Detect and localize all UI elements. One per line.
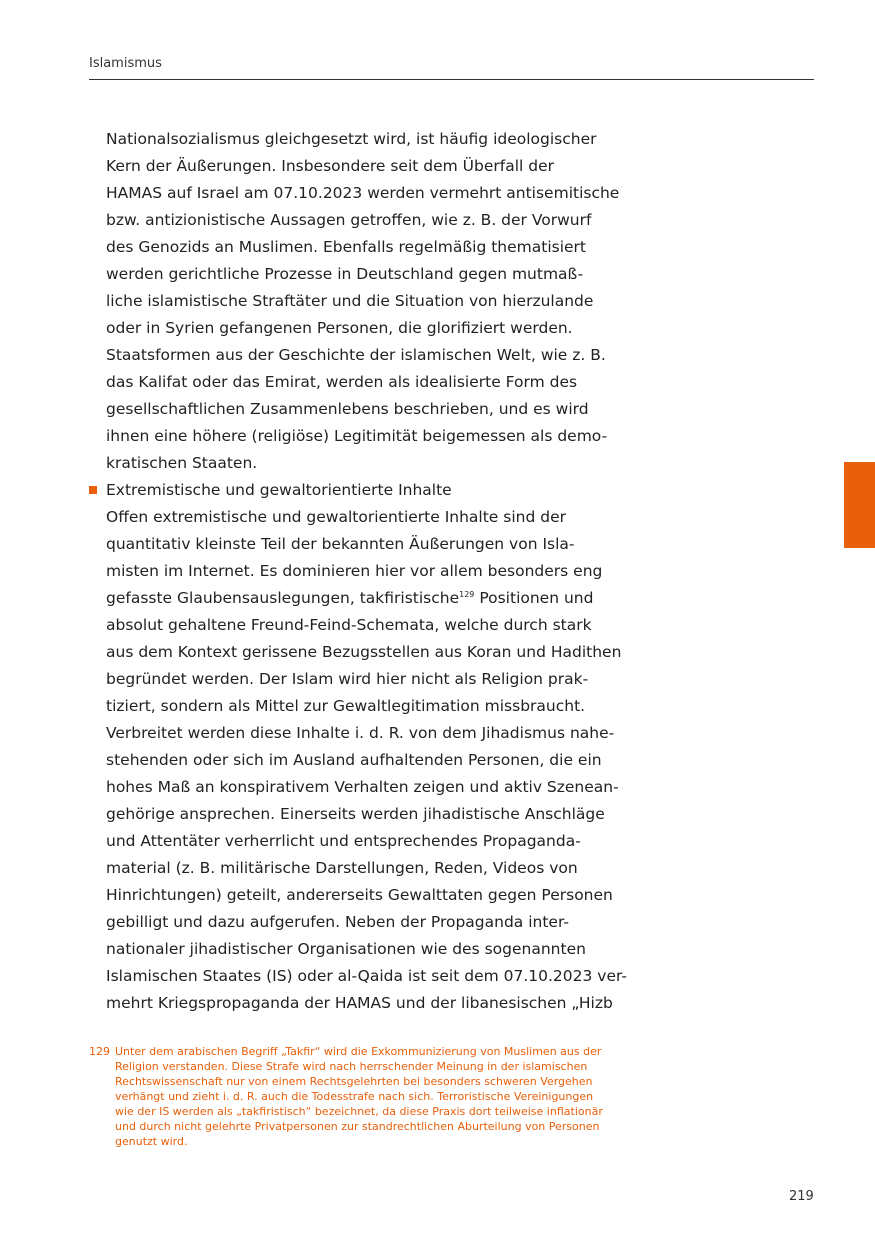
running-header: Islamismus bbox=[89, 56, 162, 71]
footnote-line: wie der IS werden als „takfiristisch“ bezeichnet, da diese Praxis dort teilweise inflationär bbox=[115, 1105, 603, 1118]
body-line: Staatsformen aus der Geschichte der islamischen Welt, wie z. B. bbox=[106, 346, 606, 364]
footnote-line: Religion verstanden. Diese Strafe wird nach herrschender Meinung in der islamischen bbox=[115, 1060, 588, 1073]
body-line: begründet werden. Der Islam wird hier nicht als Religion prak- bbox=[106, 670, 589, 688]
footnote-line: und durch nicht gelehrte Privatpersonen zur standrechtlichen Aburteilung von Personen bbox=[115, 1120, 600, 1133]
body-line: Hinrichtungen) geteilt, andererseits Gewalttaten gegen Personen bbox=[106, 886, 613, 904]
body-line: HAMAS auf Israel am 07.10.2023 werden vermehrt antisemitische bbox=[106, 184, 620, 202]
body-line: aus dem Kontext gerissene Bezugsstellen aus Koran und Hadithen bbox=[106, 643, 622, 661]
chapter-tab-marker bbox=[844, 462, 875, 548]
header-divider bbox=[89, 79, 814, 80]
bullet-square-icon bbox=[89, 486, 97, 494]
footnote-line: genutzt wird. bbox=[115, 1135, 188, 1148]
body-line: stehenden oder sich im Ausland aufhaltenden Personen, die ein bbox=[106, 751, 602, 769]
body-line: hohes Maß an konspirativem Verhalten zeigen und aktiv Szenean- bbox=[106, 778, 619, 796]
body-line-with-footnote bbox=[106, 585, 646, 612]
footnote-line: Unter dem arabischen Begriff „Takfir“ wird die Exkommunizierung von Muslimen aus der bbox=[115, 1045, 602, 1058]
footnote-text bbox=[115, 1044, 630, 1149]
body-line: das Kalifat oder das Emirat, werden als idealisierte Form des bbox=[106, 373, 578, 391]
body-line: Islamischen Staates (IS) oder al-Qaida ist seit dem 07.10.2023 ver- bbox=[106, 967, 627, 985]
body-line: tiziert, sondern als Mittel zur Gewaltlegitimation missbraucht. bbox=[106, 697, 586, 715]
body-line: Nationalsozialismus gleichgesetzt wird, ist häufig ideologischer bbox=[106, 130, 597, 148]
body-line: misten im Internet. Es dominieren hier vor allem besonders eng bbox=[106, 562, 603, 580]
body-line: Kern der Äußerungen. Insbesondere seit dem Überfall der bbox=[106, 157, 555, 175]
body-line: ihnen eine höhere (religiöse) Legitimität beigemessen als demo- bbox=[106, 427, 608, 445]
body-line: und Attentäter verherrlicht und entsprechendes Propaganda- bbox=[106, 832, 581, 850]
body-line: werden gerichtliche Prozesse in Deutschland gegen mutmaß- bbox=[106, 265, 584, 283]
body-line: nationaler jihadistischer Organisationen wie des sogenannten bbox=[106, 940, 586, 958]
body-line: liche islamistische Straftäter und die Situation von hierzulande bbox=[106, 292, 594, 310]
footnote-line: Rechtswissenschaft nur von einem Rechtsgelehrten bei besonders schweren Vergehen bbox=[115, 1075, 593, 1088]
body-line: Offen extremistische und gewaltorientierte Inhalte sind der bbox=[106, 508, 566, 526]
body-line: mehrt Kriegspropaganda der HAMAS und der libanesischen „Hizb bbox=[106, 994, 613, 1012]
body-line: gehörige ansprechen. Einerseits werden jihadistische Anschläge bbox=[106, 805, 605, 823]
body-line: gesellschaftlichen Zusammenlebens beschrieben, und es wird bbox=[106, 400, 589, 418]
body-line: Verbreitet werden diese Inhalte i. d. R. von dem Jihadismus nahe- bbox=[106, 724, 615, 742]
footnote-line: verhängt und zieht i. d. R. auch die Todesstrafe nach sich. Terroristische Vereinigungen bbox=[115, 1090, 594, 1103]
body-line: bzw. antizionistische Aussagen getroffen, wie z. B. der Vorwurf bbox=[106, 211, 592, 229]
footnote-reference[interactable]: 129 bbox=[459, 589, 475, 599]
body-line: oder in Syrien gefangenen Personen, die glorifiziert werden. bbox=[106, 319, 573, 337]
body-line: kratischen Staaten. bbox=[106, 454, 258, 472]
body-line-segment: Positionen und bbox=[474, 589, 594, 607]
body-line: quantitativ kleinste Teil der bekannten Äußerungen von Isla- bbox=[106, 535, 575, 553]
body-line: gebilligt und dazu aufgerufen. Neben der Propaganda inter- bbox=[106, 913, 569, 931]
body-line: material (z. B. militärische Darstellungen, Reden, Videos von bbox=[106, 859, 578, 877]
footnote-number: 129 bbox=[89, 1045, 110, 1058]
body-line: absolut gehaltene Freund-Feind-Schemata, welche durch stark bbox=[106, 616, 592, 634]
page-number: 219 bbox=[789, 1189, 814, 1204]
main-text-column bbox=[106, 126, 646, 1017]
body-line-segment: gefasste Glaubensauslegungen, takfiristische bbox=[106, 589, 460, 607]
bullet-heading: Extremistische und gewaltorientierte Inhalte bbox=[106, 481, 452, 499]
body-line: des Genozids an Muslimen. Ebenfalls regelmäßig thematisiert bbox=[106, 238, 586, 256]
